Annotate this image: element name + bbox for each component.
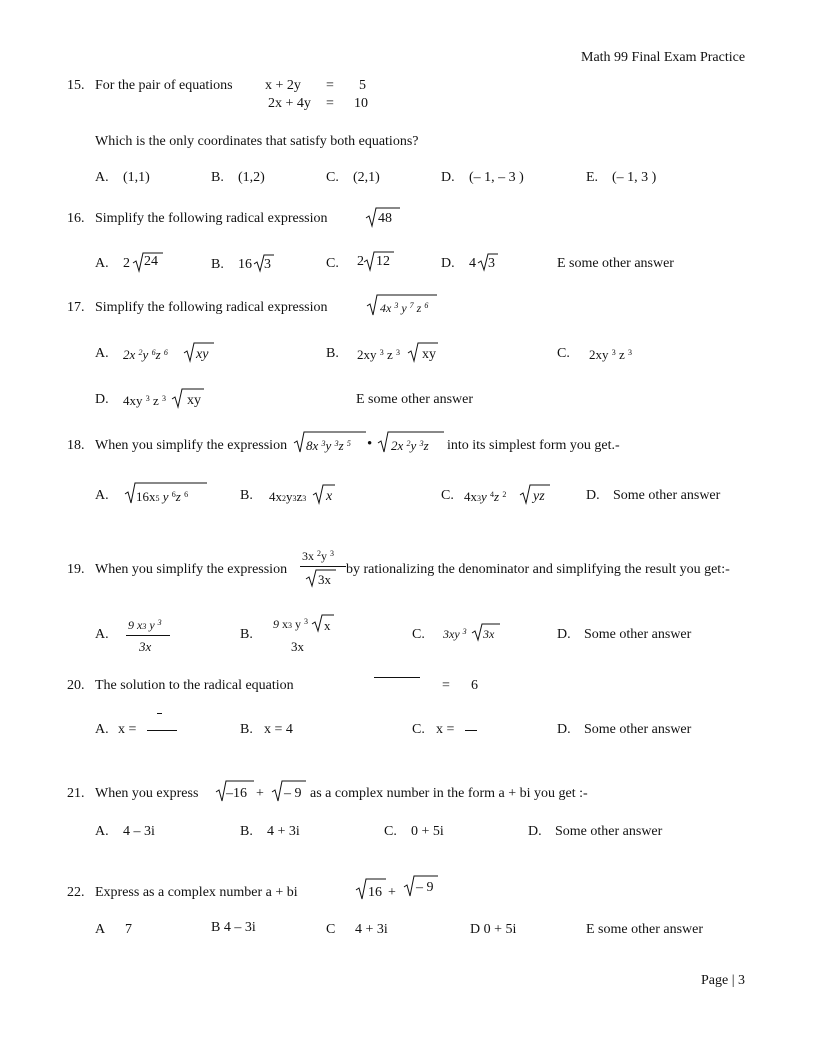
option-d-text: Some other answer — [613, 488, 721, 503]
option-d-letter: D. — [557, 722, 571, 737]
option-d-expression: 4xy $^3$ z $^3$ — [123, 393, 167, 408]
option-a-letter: A. — [95, 824, 109, 839]
option-a-text: (1,1) — [123, 170, 150, 185]
option-a-denominator: 3x — [139, 639, 152, 654]
radicand-1: –16 — [226, 786, 247, 801]
option-c-letter: C. — [326, 170, 339, 185]
option-d-text: Some other answer — [584, 722, 692, 737]
option-e-text: E some other answer — [586, 922, 704, 937]
option-c-text: 0 + 5i — [411, 824, 444, 839]
equation-2-equals: = — [326, 96, 334, 111]
equation-1-lhs: x + 2y — [265, 78, 301, 93]
option-e-text: some other answer — [569, 256, 674, 271]
question-number: 19. — [67, 562, 85, 577]
radicand-1: 16 — [368, 885, 382, 900]
question-suffix: into its simplest form you get.- — [447, 438, 620, 453]
option-b-letter: B. — [326, 346, 339, 361]
radicand: 48 — [378, 211, 392, 226]
option-d-letter: D. — [586, 488, 600, 503]
question-prompt: The solution to the radical equation — [95, 678, 294, 693]
option-a-expression: 2x $^2$y $^6$z $^6$ — [123, 347, 168, 362]
question-prompt: Express as a complex number a + bi — [95, 885, 298, 900]
option-a-text: x = — [118, 722, 137, 737]
page-number: Page | 3 — [701, 973, 746, 988]
option-c-text: (2,1) — [353, 170, 380, 185]
question-number: 20. — [67, 678, 85, 693]
fraction-denominator: 3x — [318, 572, 331, 587]
option-c-expression: 4x3y $^4$z $^2$ — [464, 489, 507, 504]
option-a-radicand: 24 — [144, 254, 158, 269]
option-b-letter: B. — [240, 824, 253, 839]
fraction-bar — [147, 730, 177, 731]
option-d-text: D 0 + 5i — [470, 922, 517, 937]
option-b-expression: 2xy $^3$ z $^3$ — [357, 347, 401, 362]
option-b-text: x = 4 — [264, 722, 293, 737]
option-b-text: B 4 – 3i — [211, 920, 256, 935]
equation-2-rhs: 10 — [354, 96, 368, 111]
page-title: Math 99 Final Exam Practice — [581, 50, 746, 65]
option-e-text: E some other answer — [356, 392, 474, 407]
option-c-expression: 2xy $^3$ z $^3$ — [589, 347, 633, 362]
option-d-letter: D. — [441, 170, 455, 185]
question-prompt: Simplify the following radical expression — [95, 211, 328, 226]
question-prompt: When you express — [95, 786, 199, 801]
radicand: 4x $^3$ y $^7$ z $^6$ — [380, 301, 429, 315]
question-suffix: by rationalizing the denominator and simplifying the result you get:- — [346, 562, 730, 577]
option-b-letter: B. — [211, 170, 224, 185]
option-d-letter: D. — [95, 392, 109, 407]
option-b-numerator: 9 x3 y $^3$ — [273, 617, 308, 631]
equation-1-rhs: 5 — [359, 78, 366, 93]
option-d-text: (– 1, – 3 ) — [469, 170, 524, 185]
option-c-coef: 2 — [357, 254, 364, 269]
option-c-letter: C. — [412, 722, 425, 737]
option-b-denominator: 3x — [291, 639, 304, 654]
option-a-letter: A. — [95, 256, 109, 271]
option-b-text: (1,2) — [238, 170, 265, 185]
radicand-2: 2x $^2$y $^3$z — [391, 438, 429, 453]
option-d-text: Some other answer — [555, 824, 663, 839]
option-b-letter: B. — [211, 257, 224, 272]
option-c-text: 4 + 3i — [355, 922, 388, 937]
option-a-radicand: xy — [196, 347, 209, 362]
option-d-coef: 4 — [469, 256, 476, 271]
option-e-text: (– 1, 3 ) — [612, 170, 657, 185]
option-c-radicand: 12 — [376, 254, 390, 269]
option-c-text: x = — [436, 722, 455, 737]
fraction-bar — [465, 730, 477, 731]
option-a-letter: A — [95, 922, 106, 937]
question-suffix: as a complex number in the form a + bi you get :- — [310, 786, 588, 801]
option-c-radicand: 3x — [483, 627, 495, 641]
equation-rhs: 6 — [471, 678, 478, 693]
option-d-letter: D. — [557, 627, 571, 642]
option-b-letter: B. — [240, 722, 253, 737]
option-b-radicand: 3 — [264, 257, 271, 272]
option-c-radicand: yz — [533, 489, 545, 504]
question-prompt: When you simplify the expression — [95, 562, 288, 577]
question-number: 17. — [67, 300, 85, 315]
option-a-letter: A. — [95, 488, 109, 503]
question-prompt: For the pair of equations — [95, 78, 233, 93]
option-a-text: 7 — [125, 922, 132, 937]
product-dot: • — [367, 436, 373, 452]
equation-equals: = — [442, 678, 450, 693]
radicand-1: 8x $^3$y $^3$z $^5$ — [306, 438, 351, 453]
question-text: Which is the only coordinates that satisfy both equations? — [95, 134, 419, 149]
option-c-letter: C. — [412, 627, 425, 642]
option-d-letter: D. — [441, 256, 455, 271]
option-a-letter: A. — [95, 170, 109, 185]
option-b-radicand: x — [324, 618, 331, 633]
option-d-text: Some other answer — [584, 627, 692, 642]
option-a-letter: A. — [95, 722, 109, 737]
question-prompt: Simplify the following radical expression — [95, 300, 328, 315]
option-b-coef: 16 — [238, 257, 252, 272]
option-a-radicand: 16x5 y $^6$z $^6$ — [136, 489, 189, 504]
question-number: 22. — [67, 885, 85, 900]
plus-sign: + — [388, 885, 396, 900]
equation-1-equals: = — [326, 78, 334, 93]
option-b-radicand: x — [326, 489, 333, 504]
option-a-numerator: 9 x3 y $^3$ — [128, 618, 162, 632]
question-number: 21. — [67, 786, 85, 801]
option-d-radicand: 3 — [488, 256, 495, 271]
option-b-text: 4 + 3i — [267, 824, 300, 839]
option-b-expression: 4x2y3z3 — [269, 489, 307, 504]
radicand-2: – 9 — [416, 880, 434, 895]
option-a-letter: A. — [95, 346, 109, 361]
fraction-numerator-mark — [157, 713, 162, 714]
question-number: 15. — [67, 78, 85, 93]
radical-vinculum — [374, 677, 420, 678]
option-c-expression: 3xy $^3$ — [443, 627, 467, 641]
option-c-letter: C. — [384, 824, 397, 839]
question-number: 16. — [67, 211, 85, 226]
fraction-bar — [300, 566, 346, 567]
radicand-2: – 9 — [284, 786, 302, 801]
fraction-bar — [126, 635, 170, 636]
option-d-radicand: xy — [187, 393, 201, 408]
option-b-letter: B. — [240, 488, 253, 503]
option-c-letter: C. — [557, 346, 570, 361]
option-e-letter: E — [557, 256, 566, 271]
plus-sign: + — [256, 786, 264, 801]
equation-2-lhs: 2x + 4y — [268, 96, 311, 111]
option-c-letter: C. — [326, 256, 339, 271]
question-number: 18. — [67, 438, 85, 453]
option-d-letter: D. — [528, 824, 542, 839]
option-a-coef: 2 — [123, 256, 130, 271]
option-b-letter: B. — [240, 627, 253, 642]
question-prompt: When you simplify the expression — [95, 438, 288, 453]
fraction-numerator: 3x $^2$y $^3$ — [302, 549, 334, 563]
option-a-text: 4 – 3i — [123, 824, 155, 839]
option-c-letter: C — [326, 922, 336, 937]
option-e-letter: E. — [586, 170, 599, 185]
option-a-letter: A. — [95, 627, 109, 642]
option-c-letter: C. — [441, 488, 454, 503]
option-b-radicand: xy — [422, 347, 436, 362]
